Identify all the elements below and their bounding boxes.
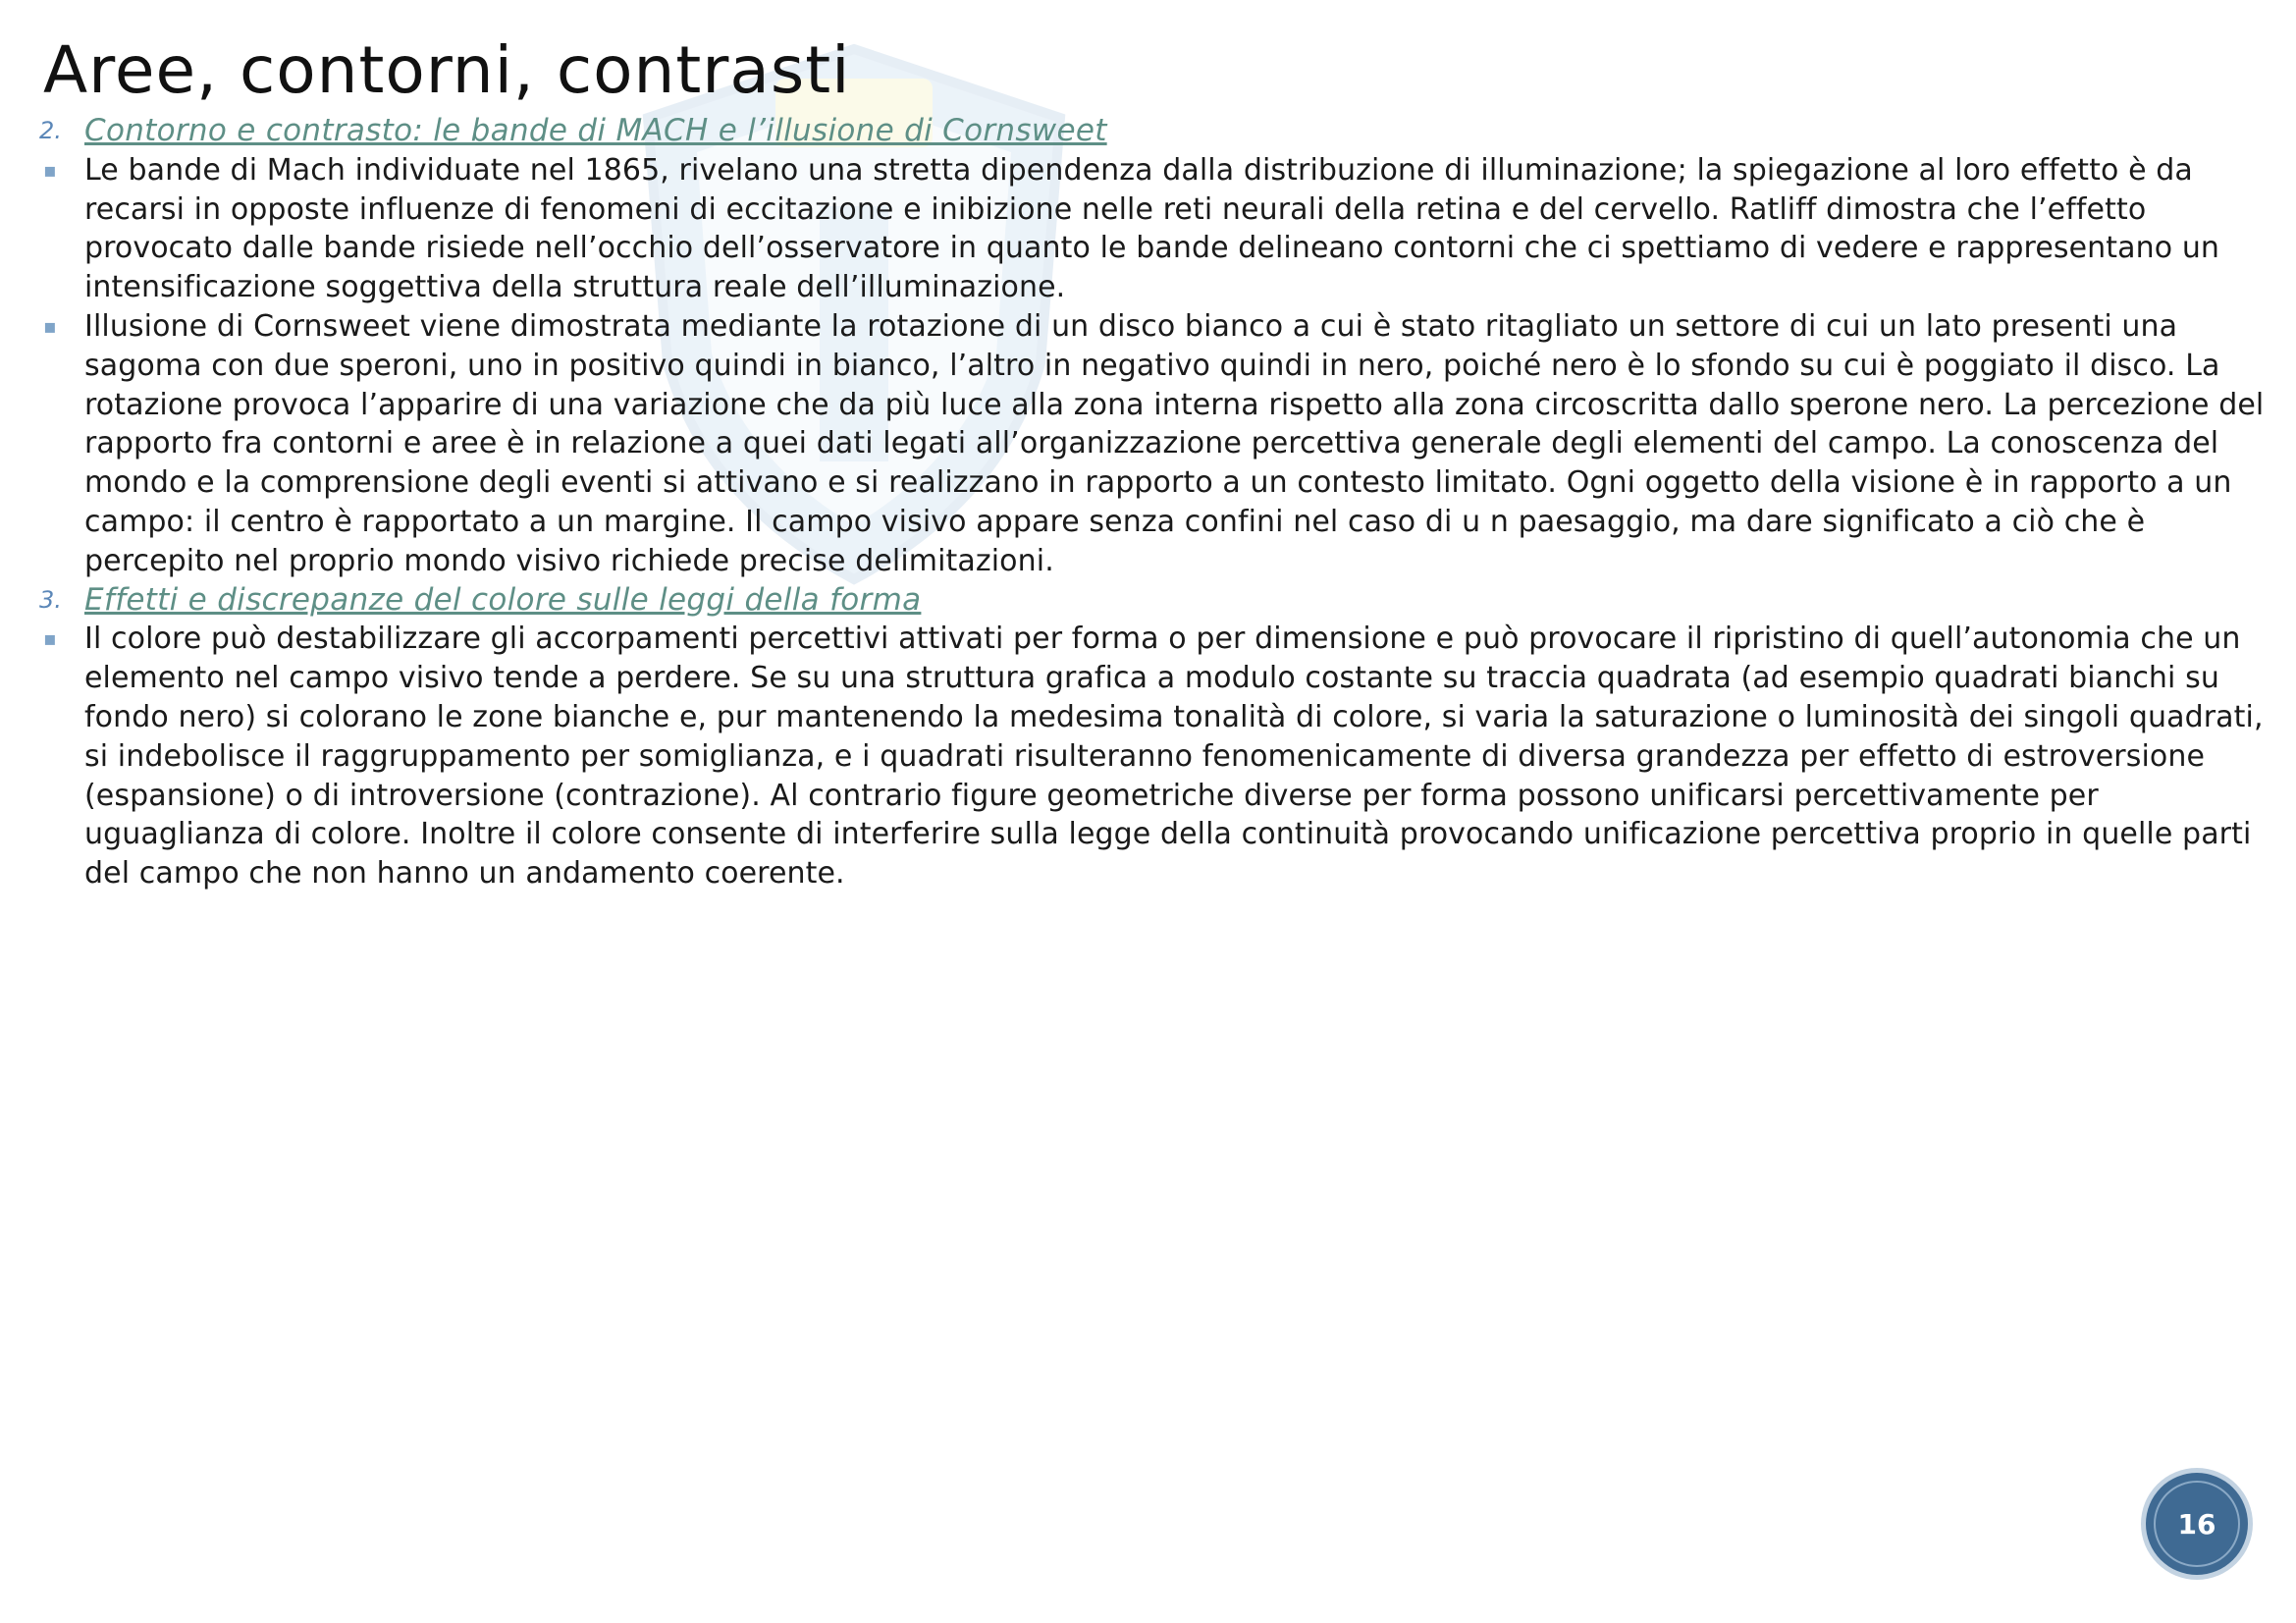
section-link-effetti-colore[interactable]: Effetti e discrepanze del colore sulle leggi della forma <box>84 581 922 618</box>
page-number-badge <box>2146 1473 2248 1575</box>
bullet-text-cornsweet: Illusione di Cornsweet viene dimostrata mediante la rotazione di un disco bianco a cui è stato ritagliato un settore di cui un lato presenti una sagoma con due speroni, uno in positivo quindi in bianco, l’altro in negativo quindi in nero, poiché nero è lo sfondo su cui è poggiato il disco. La rotazione provoca l’apparire di una variazione che da più luce alla zona interna rispetto alla zona circoscritta dallo sperone nero. La percezione del rapporto fra contorni e aree è in relazione a quei dati legati all’organizzazione percettiva generale degli elementi del campo. La conoscenza del mondo e la comprensione degli eventi si attivano e si realizzano in rapporto a un contesto limitato. Ogni oggetto della visione è in rapporto a un campo: il centro è rapportato a un margine. Il campo visivo appare senza confini nel caso di u n paesaggio, ma dare significato a ciò che è percepito nel proprio mondo visivo richiede precise delimitazioni. <box>84 308 2265 578</box>
list-number: 2. <box>39 117 62 144</box>
bullet-item-colore <box>39 620 2266 893</box>
bullet-text-colore: Il colore può destabilizzare gli accorpamenti percettivi attivati per forma o per dimensione e può provocare il ripristino di quell’autonomia che un elemento nel campo visivo tende a perdere. Se su una struttura grafica a modulo costante su traccia quadrata (ad esempio quadrati bianchi su fondo nero) si colorano le zone bianche e, pur mantenendo la medesima tonalità di colore, si varia la saturazione o luminosità dei singoli quadrati, si indebolisce il raggruppamento per somiglianza, e i quadrati risulteranno fenomenicamente di diversa grandezza per effetto di estroversione (espansione) o di introversione (contrazione). Al contrario figure geometriche diverse per forma possono unificarsi percettivamente per uguaglianza di colore. Inoltre il colore consente di interferire sulla legge della continuità provocando unificazione percettiva proprio in quelle parti del campo che non hanno un andamento coerente. <box>84 622 2264 892</box>
bullet-item-cornsweet <box>39 307 2266 581</box>
page-number: 16 <box>2177 1507 2216 1541</box>
bullet-text-mach: Le bande di Mach individuate nel 1865, rivelano una stretta dipendenza dalla distribuzione di illuminazione; la spiegazione al loro effetto è da recarsi in opposte influenze di fenomeni di eccitazione e inibizione nelle reti neurali della retina e del cervello. Ratliff dimostra che l’effetto provocato dalle bande risiede nell’occhio dell’osservatore in quanto le bande delineano contorni che ci spettiamo di vedere e rappresentano un intensificazione soggettiva della struttura reale dell’illuminazione. <box>84 152 2220 305</box>
section-heading-contorno <box>39 112 2266 151</box>
section-link-contorno-contrasto[interactable]: Contorno e contrasto: le bande di MACH e l’illusione di Cornsweet <box>84 113 1107 148</box>
list-number: 3. <box>39 585 62 614</box>
bullet-item-mach <box>39 151 2266 307</box>
section-heading-colore <box>39 581 2266 621</box>
bullet-icon: ▪ <box>43 626 57 651</box>
bullet-icon: ▪ <box>43 313 57 338</box>
bullet-icon: ▪ <box>43 157 57 182</box>
slide-content <box>39 112 2266 893</box>
page-title: Aree, contorni, contrasti <box>43 32 851 108</box>
